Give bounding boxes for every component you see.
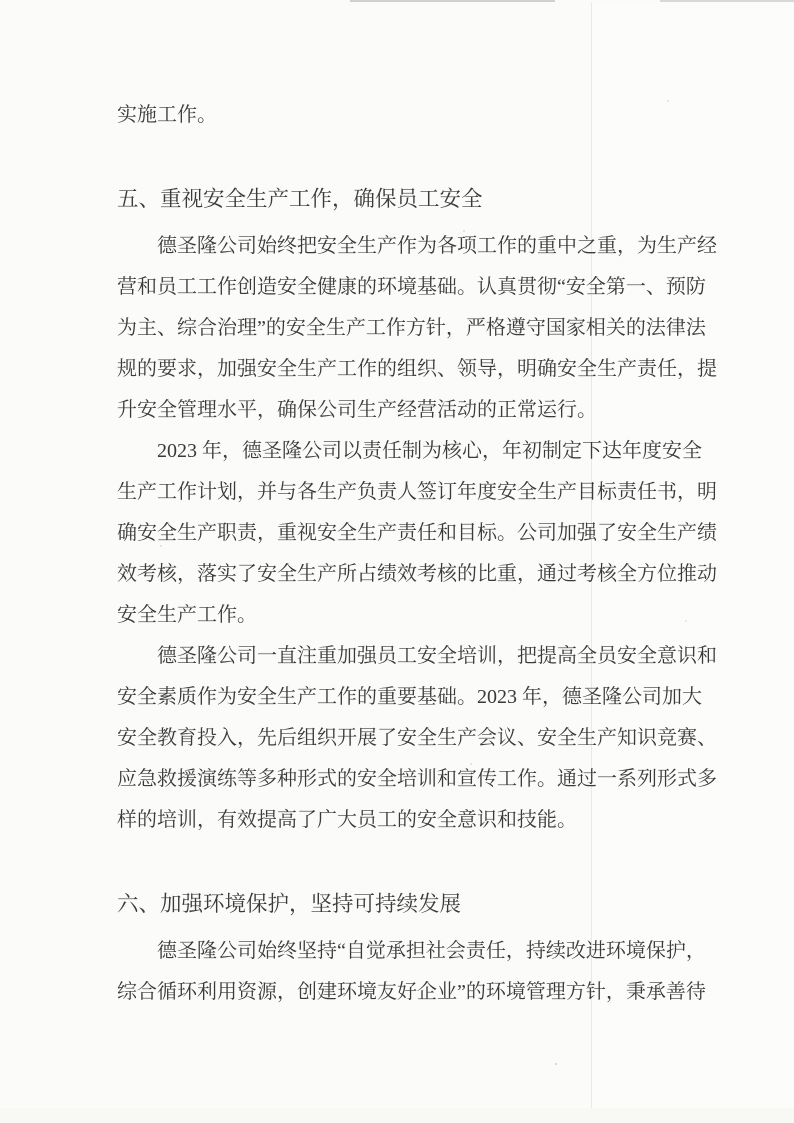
text-line: 效考核，落实了安全生产所占绩效考核的比重，通过考核全方位推动 (117, 563, 717, 585)
paragraph (117, 931, 706, 1013)
section-heading (117, 884, 670, 925)
text-line: 德圣隆公司始终把安全生产作为各项工作的重中之重，为生产经 (157, 235, 717, 257)
text-line: 德圣隆公司始终坚持“自觉承担社会责任，持续改进环境保护， (157, 940, 706, 962)
text-line: 规的要求，加强安全生产工作的组织、领导，明确安全生产责任，提 (117, 358, 717, 380)
section-heading-text: 六、加强环境保护，坚持可持续发展 (117, 892, 462, 916)
text-line: 实施工作。 (117, 104, 217, 126)
text-line: 2023 年，德圣隆公司以责任制为核心，年初制定下达年度安全 (157, 440, 702, 462)
text-line: 为主、综合治理”的安全生产工作方针，严格遵守国家相关的法律法 (117, 317, 706, 339)
text-line: 安全生产工作。 (117, 604, 257, 626)
text-line: 样的培训，有效提高了广大员工的安全意识和技能。 (117, 809, 577, 831)
text-line: 营和员工工作创造安全健康的环境基础。认真贯彻“安全第一、预防 (117, 276, 706, 298)
text-line: 应急救援演练等多种形式的安全培训和宣传工作。通过一系列形式多 (117, 768, 717, 790)
document-content (117, 95, 717, 1013)
text-line: 确安全生产职责，重视安全生产责任和目标。公司加强了安全生产绩 (117, 522, 717, 544)
text-line: 生产工作计划，并与各生产负责人签订年度安全生产目标责任书，明 (117, 481, 717, 503)
paragraph (117, 226, 717, 431)
text-line: 安全素质作为安全生产工作的重要基础。2023 年，德圣隆公司加大 (117, 686, 702, 708)
text-line: 安全教育投入，先后组织开展了安全生产会议、安全生产知识竞赛、 (117, 727, 717, 749)
text-line: 升安全管理水平，确保公司生产经营活动的正常运行。 (117, 399, 597, 421)
paragraph (117, 95, 670, 136)
paragraph (117, 431, 717, 636)
text-line: 德圣隆公司一直注重加强员工安全培训，把提高全员安全意识和 (157, 645, 717, 667)
scan-noise-speck (685, 620, 687, 622)
section-heading (117, 179, 670, 220)
paragraph (117, 636, 717, 841)
scan-top-edge-artifact (350, 0, 555, 2)
scan-bottom-edge-artifact (0, 1108, 794, 1123)
scan-top-edge-artifact (660, 0, 794, 2)
text-line: 综合循环利用资源，创建环境友好企业”的环境管理方针，秉承善待 (117, 981, 706, 1003)
section-heading-text: 五、重视安全生产工作，确保员工安全 (117, 187, 483, 211)
scan-noise-speck (555, 1063, 557, 1065)
